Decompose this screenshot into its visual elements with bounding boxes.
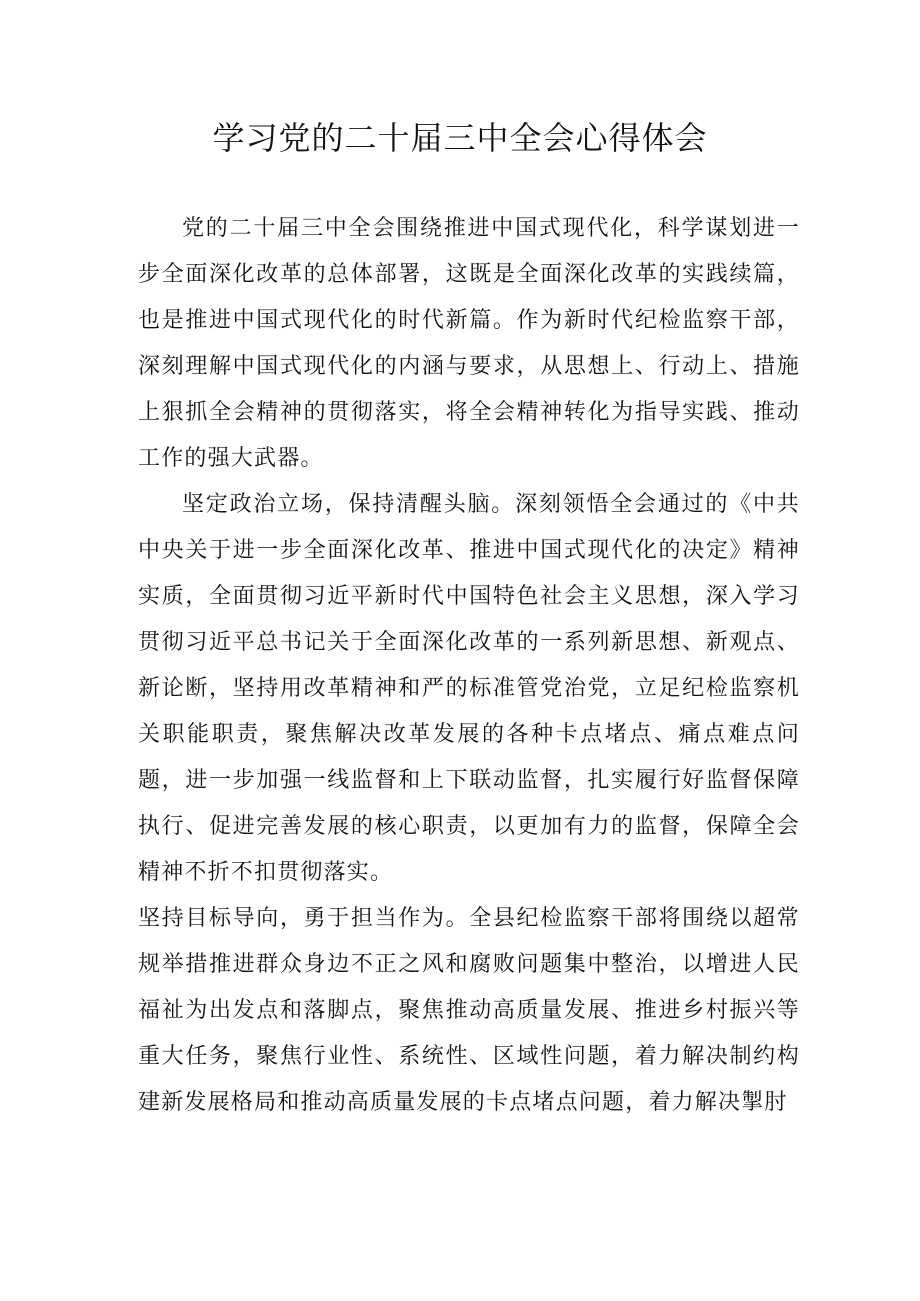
paragraph-goal-orientation: 坚持目标导向，勇于担当作为。全县纪检监察干部将围绕以超常规举措推进群众身边不正之风和腐败问题集中整治，以增进人民福祉为出发点和落脚点，聚焦推动高质量发展、推进乡村振兴等重大任务，聚焦行业性、系统性、区域性问题，着力解决制约构建新发展格局和推动高质量发展的卡点堵点问题，着力解决掣肘 <box>138 906 800 1115</box>
paragraph-intro: 党的二十届三中全会围绕推进中国式现代化，科学谋划进一步全面深化改革的总体部署，这既是全面深化改革的实践续篇，也是推进中国式现代化的时代新篇。作为新时代纪检监察干部，深刻理解中国式现代化的内涵与要求，从思想上、行动上、措施上狠抓全会精神的贯彻落实，将全会精神转化为指导实践、推动工作的强大武器。 <box>138 216 800 471</box>
document-body <box>138 206 800 1126</box>
paragraph-political-stance: 坚定政治立场，保持清醒头脑。深刻领悟全会通过的《中共中央关于进一步全面深化改革、推进中国式现代化的决定》精神实质，全面贯彻习近平新时代中国特色社会主义思想，深入学习贯彻习近平总书记关于全面深化改革的一系列新思想、新观点、新论断，坚持用改革精神和严的标准管党治党，立足纪检监察机关职能职责，聚焦解决改革发展的各种卡点堵点、痛点难点问题，进一步加强一线监督和上下联动监督，扎实履行好监督保障执行、促进完善发展的核心职责，以更加有力的监督，保障全会精神不折不扣贯彻落实。 <box>138 492 800 885</box>
document-title: 学习党的二十届三中全会心得体会 <box>212 119 708 157</box>
